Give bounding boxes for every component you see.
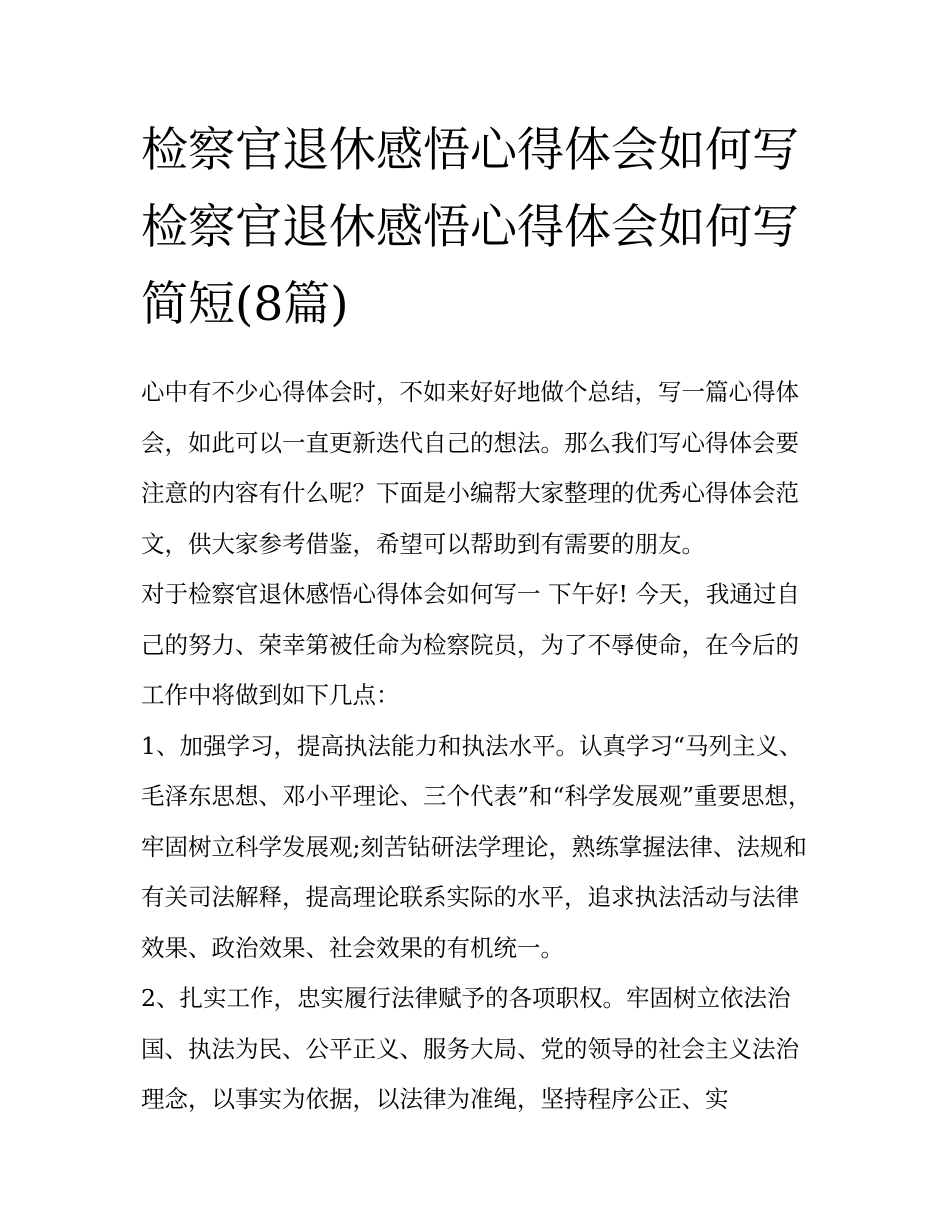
paragraph-point-1: 1、加强学习，提高执法能力和执法水平。认真学习“马列主义、毛泽东思想、邓小平理论、三个代表”和“科学发展观”重要思想，牢固树立科学发展观;刻苦钻研法学理论，熟练掌握法律、法规和有关司法解释，提高理论联系实际的水平，追求执法活动与法律效果、政治效果、社会效果的有机统一。 <box>141 731 812 962</box>
document-body <box>141 112 813 1125</box>
paragraph-opening: 对于检察官退休感悟心得体会如何写一 下午好! 今天，我通过自己的努力、荣幸第被任命为检察院员，为了不辱使命，在今后的工作中将做到如下几点： <box>141 580 800 709</box>
document-title: 检察官退休感悟心得体会如何写 检察官退休感悟心得体会如何写简短(8篇) <box>141 123 799 332</box>
paragraph-point-2: 2、扎实工作，忠实履行法律赋予的各项职权。牢固树立依法治国、执法为民、公平正义、服务大局、党的领导的社会主义法治理念，以事实为依据，以法律为准绳，坚持程序公正、实 <box>141 984 799 1113</box>
paragraph-intro: 心中有不少心得体会时，不如来好好地做个总结，写一篇心得体会，如此可以一直更新迭代自己的想法。那么我们写心得体会要注意的内容有什么呢？下面是小编帮大家整理的优秀心得体会范文，供大家参考借鉴，希望可以帮助到有需要的朋友。 <box>141 378 799 558</box>
